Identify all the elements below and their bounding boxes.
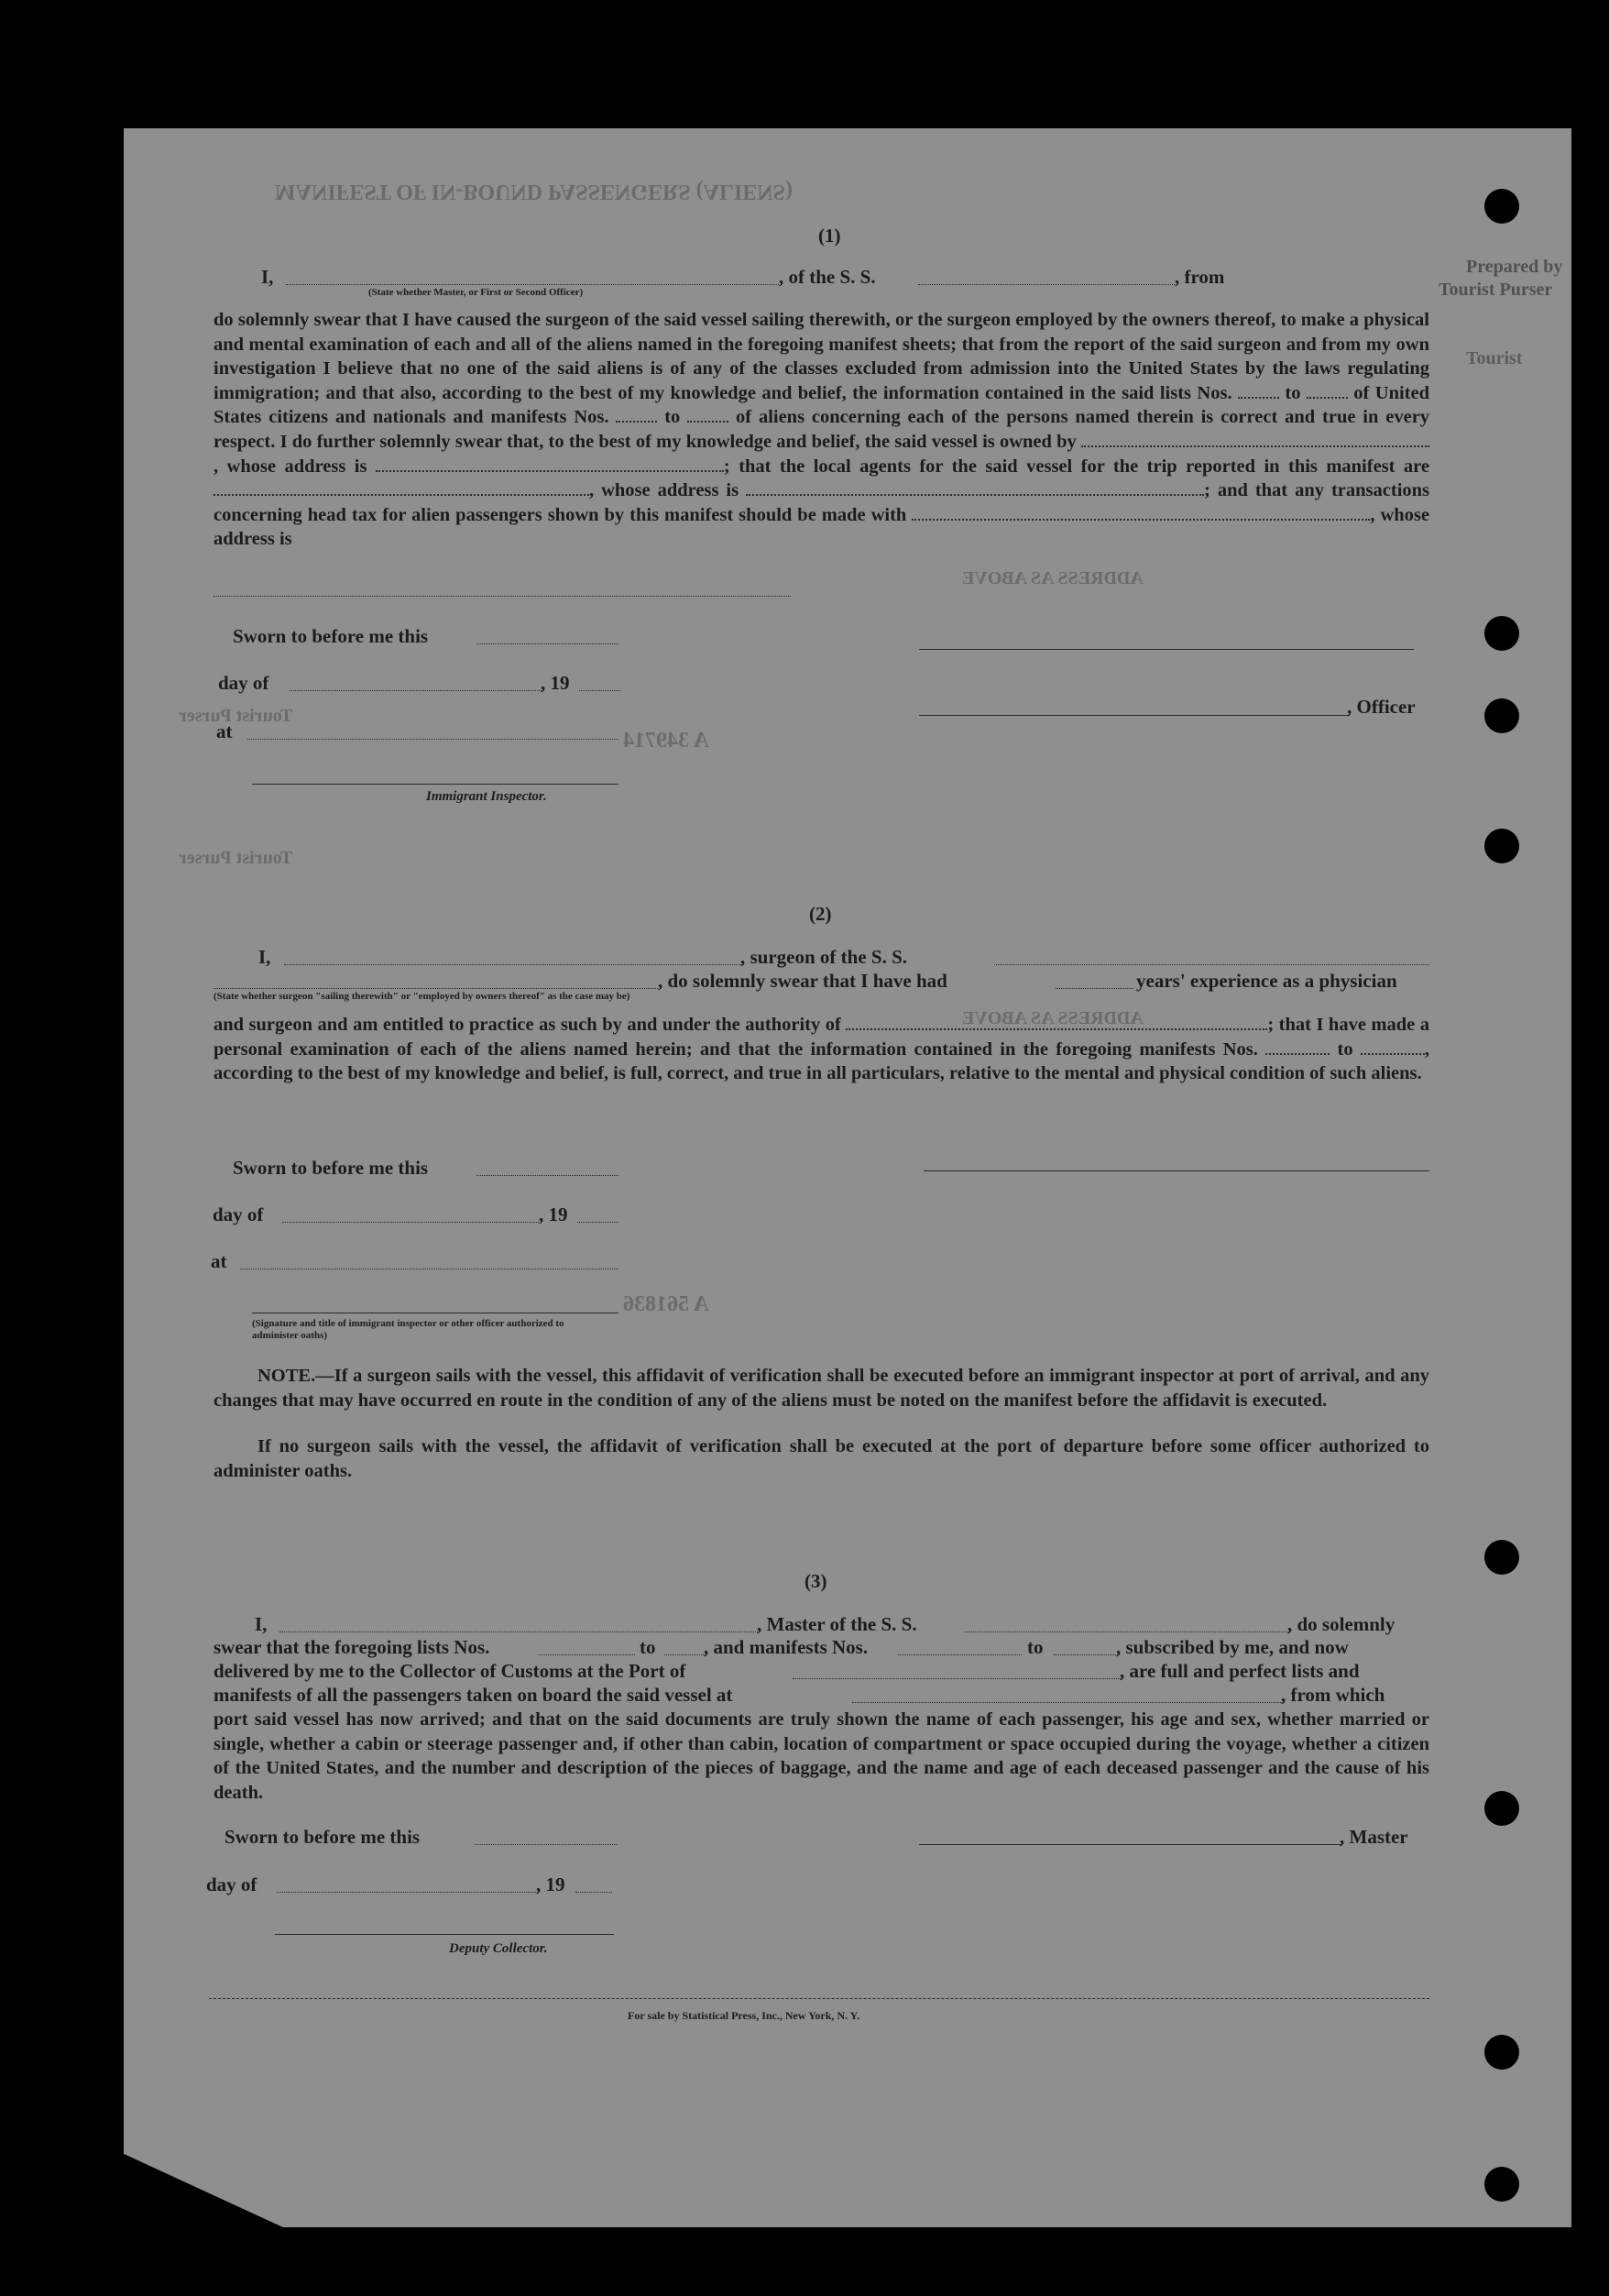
section-1-number: (1) xyxy=(818,225,841,247)
s1-at-label: at xyxy=(216,720,233,742)
s3-vessel-line xyxy=(964,1631,1289,1632)
binder-hole-1 xyxy=(1484,189,1519,224)
s2-years-label: years' experience as a physician xyxy=(1136,970,1397,992)
section-3-number: (3) xyxy=(804,1570,827,1592)
bleed-text: Tourist xyxy=(1466,348,1523,368)
s3-port-line xyxy=(793,1678,1122,1679)
s2-manifest-from-blank xyxy=(1265,1038,1330,1054)
bleed-text: MANIFEST OF IN-BOUND PASSENGERS (ALIENS) xyxy=(275,180,793,203)
s1-paragraph-c: that the local agents for the said vessel for the trip reported in this manifest are xyxy=(739,456,1429,477)
binder-hole-2 xyxy=(1484,616,1519,651)
s1-to-label: to xyxy=(664,407,681,428)
s2-authority-blank xyxy=(846,1014,1267,1030)
s1-agents-address-blank xyxy=(746,479,1204,496)
s1-whose-address-2: whose address is xyxy=(601,480,739,501)
s3-from-which-label: , from which xyxy=(1281,1684,1385,1706)
s1-day-of-label: day of xyxy=(218,672,269,694)
s1-owner-blank xyxy=(1081,431,1429,447)
s2-sig-sublabel: (Signature and title of immigrant inspector or other officer authorized to administer oaths) xyxy=(252,1318,564,1341)
s1-manifest-from-blank xyxy=(616,406,657,423)
s1-i-label: I, xyxy=(261,266,274,288)
s2-at-label: at xyxy=(211,1250,227,1272)
s1-officer-sublabel: (State whether Master, or First or Second Officer) xyxy=(368,287,584,298)
s2-year-label: , 19 xyxy=(539,1203,568,1225)
s3-deputy-line xyxy=(275,1934,614,1935)
s3-to-label: to xyxy=(640,1636,656,1658)
s1-inspector-line xyxy=(252,784,618,785)
s1-paragraph-b2: of aliens concerning each of the persons named therein is correct and true in every respect. I do further solemnly swear that, to the best of my knowledge and belief, the said vessel is owned by xyxy=(213,407,1430,452)
bleed-text: Tourist Purser xyxy=(1439,280,1553,300)
s1-manifest-to-blank xyxy=(687,406,728,423)
s3-lists-to-line xyxy=(664,1654,706,1655)
bleed-text: Tourist Purser xyxy=(179,706,293,726)
s3-manifest-to-line xyxy=(1054,1654,1118,1655)
binder-hole-7 xyxy=(1484,2035,1519,2070)
binder-hole-3 xyxy=(1484,698,1519,733)
s3-sworn-label: Sworn to before me this xyxy=(224,1826,421,1848)
s2-note-2: If no surgeon sails with the vessel, the affidavit of verification shall be executed at the port of departure before some officer authorized to administer oaths. xyxy=(213,1436,1429,1481)
s3-master-sign-line xyxy=(919,1844,1342,1845)
s1-officer-label: , Officer xyxy=(1347,696,1416,718)
s1-year-line xyxy=(579,690,620,691)
s1-year-label: , 19 xyxy=(541,672,570,694)
s2-signature-line xyxy=(924,1170,1429,1171)
s1-inspector-label: Immigrant Inspector. xyxy=(426,789,547,804)
s2-paragraph-c: , according to the best of my knowledge and belief, is full, correct, and true in all particulars, relative to the mental and physical condition of such aliens. xyxy=(213,1038,1430,1084)
s1-owner-address-blank xyxy=(376,455,724,471)
section-2-number: (2) xyxy=(809,903,832,925)
s1-of-ss-label: , of the S. S. xyxy=(779,266,876,288)
s3-i-label: I, xyxy=(255,1613,268,1635)
binder-hole-8 xyxy=(1484,2167,1519,2202)
s3-manifest-from-line xyxy=(898,1654,1022,1655)
s1-vessel-line xyxy=(918,284,1175,285)
s3-and-manifests-label: , and manifests Nos. xyxy=(704,1636,869,1658)
footer-divider xyxy=(209,1998,1429,1999)
s2-i-label: I, xyxy=(258,946,271,968)
s3-subscribed-label: , subscribed by me, and now xyxy=(1116,1636,1349,1658)
footer-imprint: For sale by Statistical Press, Inc., New York, N. Y. xyxy=(628,2009,860,2022)
s3-year-label: , 19 xyxy=(536,1873,565,1895)
s2-note: NOTE.—If a surgeon sails with the vessel, this affidavit of verification shall be executed before an immigrant inspector at port of arrival, and any changes that may have occurred en route in the condition of any of the aliens must be noted on the manifest before the affidavit is executed. xyxy=(213,1366,1429,1411)
s1-whose-address-3: , whose address is xyxy=(213,504,1429,550)
s1-from-label: , from xyxy=(1175,266,1225,288)
bleed-text: A 561836 xyxy=(623,1292,710,1316)
s2-paragraph: and surgeon and am entitled to practice as such by and under the authority of ; that I have made a personal examination of each of the aliens named herein; and that the information contained in the foregoing manifests Nos. to , according to the best of my knowledge and belief, is full, correct, and true in all particulars, relative to the mental and physical condition of such aliens. xyxy=(213,1015,1430,1084)
s1-headtax-blank xyxy=(912,503,1370,520)
s3-manifests-of-label: manifests of all the passengers taken on board the said vessel at xyxy=(213,1684,733,1706)
s3-delivered-label: delivered by me to the Collector of Customs at the Port of xyxy=(213,1660,686,1682)
s3-year-line xyxy=(575,1892,612,1893)
s3-embark-port-line xyxy=(852,1702,1283,1703)
binder-hole-6 xyxy=(1484,1791,1519,1826)
s2-day-of-label: day of xyxy=(213,1203,264,1225)
s1-officer-line xyxy=(286,284,779,285)
s3-day-line xyxy=(277,1892,538,1893)
s1-officer-sign-line xyxy=(919,715,1350,716)
s1-sworn-line xyxy=(476,643,618,644)
bleed-text: Prepared by xyxy=(1466,257,1563,277)
s2-surgeon-type-line xyxy=(213,988,658,989)
s3-day-of-label: day of xyxy=(206,1873,257,1895)
s2-vessel-line xyxy=(994,964,1429,965)
s1-paragraph-b1: of United States citizens and nationals and manifests Nos. xyxy=(213,382,1429,428)
s1-list-from-blank xyxy=(1238,381,1279,398)
s2-day-line xyxy=(282,1222,539,1223)
s2-surgeon-type-sublabel: (State whether surgeon "sailing therewith" or "employed by owners thereof" as the case may be) xyxy=(213,991,630,1002)
s2-to-label: to xyxy=(1337,1038,1353,1060)
s2-paragraph-a: and surgeon and am entitled to practice as such by and under the authority of xyxy=(213,1015,841,1035)
s3-name-line xyxy=(279,1631,758,1632)
bleed-text: A 349714 xyxy=(623,729,710,753)
s3-do-solemnly-label: , do solemnly xyxy=(1287,1613,1396,1635)
s2-years-line xyxy=(1056,988,1133,989)
s2-name-line xyxy=(284,964,742,965)
s1-paragraph-a: do solemnly swear that I have caused the surgeon of the said vessel sailing therewith, or the surgeon employed by the owners thereof, to make a physical and mental examination of each and all of the aliens named in the foregoing manifest sheets; that from the report of the said surgeon and from my own investigation I believe that no one of the said aliens is of any of the classes excluded from admission into the United States by the laws regulating immigration; and that also, according to the best of my knowledge and belief, the information contained in the said lists Nos. xyxy=(213,310,1429,403)
s1-signature-line xyxy=(919,649,1414,650)
s3-master-label: , Master xyxy=(1340,1826,1408,1848)
s3-paragraph: port said vessel has now arrived; and that on the said documents are truly shown the name of each passenger, his age and sex, whether married or single, whether a cabin or steerage passenger and, if other than cabin, location of compartment or space occupied during the voyage, whether a citizen of the United States, and the number and description of the pieces of baggage, and the name and age of each deceased passenger and the cause of his death. xyxy=(213,1709,1429,1803)
bleed-text: Tourist Purser xyxy=(179,848,293,868)
s2-swear-label: , do solemnly swear that I have had xyxy=(658,970,947,992)
s3-full-perfect-label: , are full and perfect lists and xyxy=(1120,1660,1360,1682)
s1-headtax-address-line xyxy=(213,596,791,597)
s3-master-of-label: , Master of the S. S. xyxy=(757,1613,917,1635)
s3-deputy-label: Deputy Collector. xyxy=(449,1941,548,1956)
s2-manifest-to-blank xyxy=(1361,1038,1425,1054)
bleed-text: ADDRESS AS ABOVE xyxy=(962,568,1144,588)
s2-sworn-line xyxy=(476,1175,618,1176)
s1-sworn-label: Sworn to before me this xyxy=(233,625,429,647)
s2-sworn-label: Sworn to before me this xyxy=(233,1157,429,1179)
s3-lists-from-line xyxy=(539,1654,635,1655)
s1-at-line xyxy=(247,739,618,740)
s1-paragraph-d: ; and that any transactions concerning head tax for alien passengers shown by this manifest should be made with xyxy=(213,480,1430,525)
s1-to-label: to xyxy=(1285,382,1301,403)
s2-surgeon-label: , surgeon of the S. S. xyxy=(740,946,908,968)
binder-hole-4 xyxy=(1484,829,1519,863)
binder-hole-5 xyxy=(1484,1540,1519,1575)
s1-agents-blank xyxy=(213,479,589,496)
bleed-text: ADDRESS AS ABOVE xyxy=(962,1008,1144,1028)
s2-year-line xyxy=(577,1222,618,1223)
s1-whose-address: , whose address is xyxy=(213,456,367,477)
s3-swear-lists-label: swear that the foregoing lists Nos. xyxy=(213,1636,490,1658)
s1-paragraph: do solemnly swear that I have caused the surgeon of the said vessel sailing therewith, or the surgeon employed by the owners thereof, to make a physical and mental examination of each and all of the aliens named in the foregoing manifest sheets; that from the report of the said surgeon and from my own investigation I believe that no one of the said aliens is of any of the classes excluded from admission into the United States by the laws regulating immigration; and that also, according to the best of my knowledge and belief, the information contained in the said lists Nos. to of United States citizens and nationals and manifests Nos. to of aliens concerning each of the persons named therein is correct and true in every respect. I do further solemnly swear that, to the best of my knowledge and belief, the said vessel is owned by , whose address is ; that the local agents for the said vessel for the trip reported in this manifest are , whose address is ; and that any transactions concerning head tax for alien passengers shown by this manifest should be made with , whose address is xyxy=(213,310,1430,550)
s2-paragraph-b: that I have made a personal examination of each of the aliens named herein; and that the information contained in the foregoing manifests Nos. xyxy=(213,1015,1430,1060)
s1-day-line xyxy=(290,690,542,691)
s1-list-to-blank xyxy=(1307,381,1348,398)
s3-to-label-2: to xyxy=(1027,1636,1044,1658)
s3-sworn-line xyxy=(475,1844,617,1845)
